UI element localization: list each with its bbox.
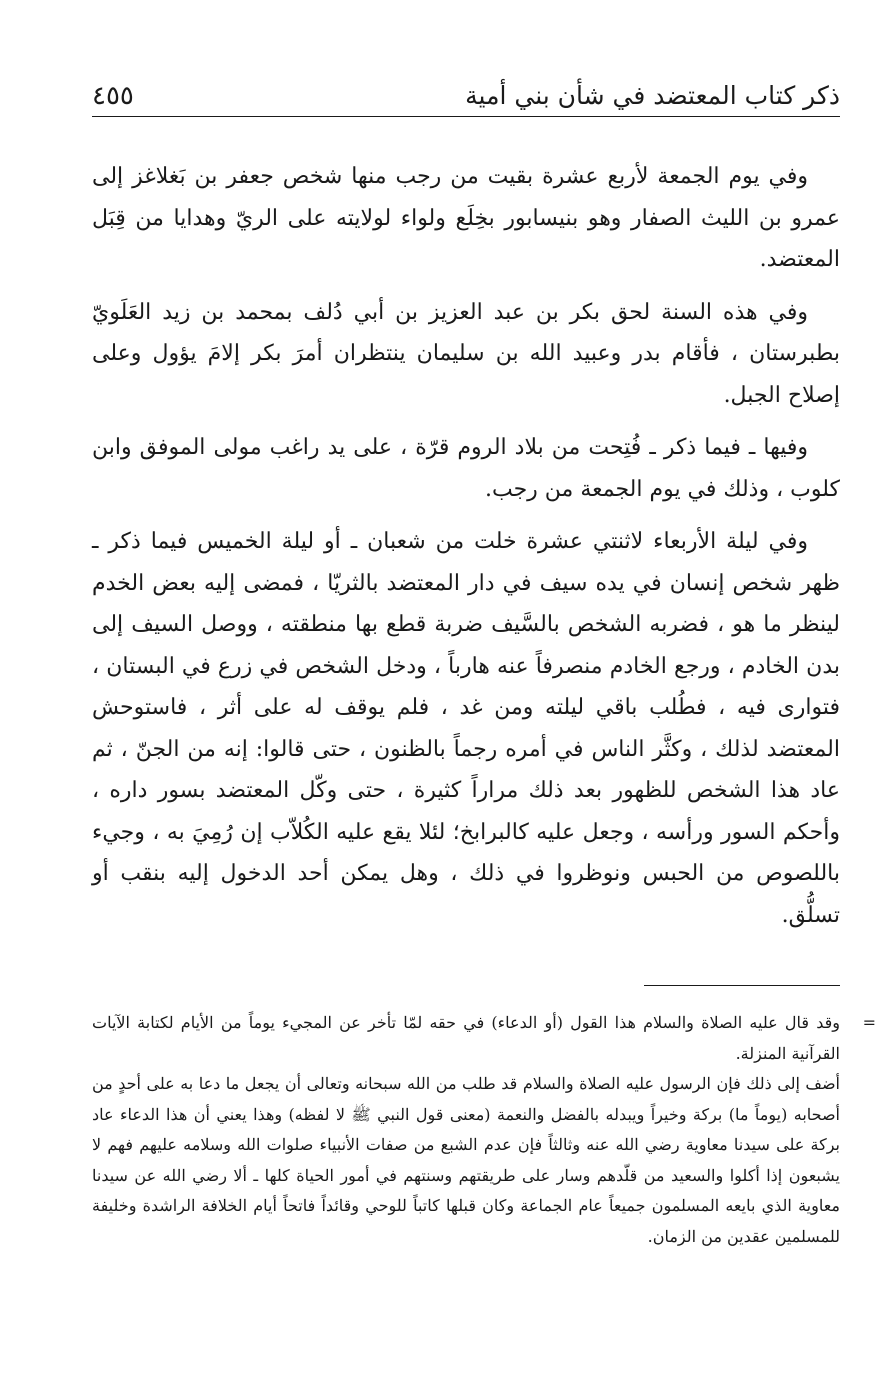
footnote-continuation-marker: =: [862, 1013, 876, 1032]
page-number: ٤٥٥: [92, 81, 134, 111]
header-rule: [92, 116, 840, 117]
footnote-rule: [644, 985, 840, 986]
paragraph: وفي يوم الجمعة لأربع عشرة بقيت من رجب منها شخص جعفر بن بَغلاغز إلى عمرو بن الليث الصفار وهو بنيسابور بخِلَع ولواء لولايته على الريّ وهدايا من قِبَل المعتضد.: [92, 164, 840, 272]
paragraph: وفي هذه السنة لحق بكر بن عبد العزيز بن أبي دُلف بمحمد بن زيد العَلَويّ بطبرستان ، فأقام بدر وعبيد الله بن سليمان ينتظران أمرَ بكر إلامَ يؤول وعلى إصلاح الجبل.: [92, 299, 840, 408]
book-page: [92, 60, 876, 1370]
running-header: [92, 76, 840, 120]
paragraph: وفي ليلة الأربعاء لاثنتي عشرة خلت من شعبان ـ أو ليلة الخميس فيما ذكر ـ ظهر شخص إنسان في يده سيف في دار المعتضد بالثريّا ، فمضى إليه بعض الخدم لينظر ما هو ، فضربه الشخص بالسَّيف ضربة قطع بها منطقته ، ووصل السيف إلى بدن الخادم ، ورجع الخادم منصرفاً عنه هارباً ، ودخل الشخص في زرع في البستان ، فتوارى فيه ، فطُلب باقي ليلته ومن غد ، فلم يوقف له على أثر ، فاستوحش المعتضد لذلك ، وكثَّر الناس في أمره رجماً بالظنون ، حتى قالوا: إنه من الجنّ ، ثم عاد هذا الشخص للظهور بعد ذلك مراراً كثيرة ، حتى وكّل المعتضد بسور داره ، وأحكم السور ورأسه ، وجعل عليه كالبرابخ؛ لئلا يقع عليه الكُلاّب إن رُمِيَ به ، وجيء باللصوص من الحبس ونوظروا في ذلك ، وهل يمكن أحد الدخول إليه بنقب أو تسلُّق.: [92, 529, 840, 928]
footnotes: [92, 1008, 876, 1252]
header-title: ذكر كتاب المعتضد في شأن بني أمية: [465, 81, 840, 110]
footnote-paragraph: أضف إلى ذلك فإن الرسول عليه الصلاة والسلام قد طلب من الله سبحانه وتعالى أن يجعل ما دعا به على أحدٍ من أصحابه (يوماً ما) بركة وخيراً ويبدله بالفضل والنعمة (معنى قول النبي ﷺ لا لفظه) وهذا يعني أن هذا الدعاء عاد بركة على سيدنا معاوية رضي الله عنه وثالثاً فإن عدم الشبع من صفات الأنبياء صلوات الله وسلامه عليهم فهم لا يشبعون إذا أكلوا والسعيد من قلّدهم وسار على طريقتهم وسنتهم في أمور الحياة كلها ـ ألا رضي الله عن سيدنا معاوية الذي بايعه المسلمون جميعاً عام الجماعة وكان قبلها كاتباً للوحي وقائداً فاتحاً أيام الخلافة الراشدة وخليفة للمسلمين عقدين من الزمان.: [92, 1074, 841, 1246]
footnote-paragraph: وقد قال عليه الصلاة والسلام هذا القول (أو الدعاء) في حقه لمّا تأخر عن المجيء يوماً من الأيام لكتابة الآيات القرآنية المنزلة.: [92, 1013, 840, 1063]
main-text: [92, 156, 840, 947]
paragraph: وفيها ـ فيما ذكر ـ فُتِحت من بلاد الروم قرّة ، على يد راغب مولى الموفق وابن كلوب ، وذلك في يوم الجمعة من رجب.: [92, 435, 840, 502]
